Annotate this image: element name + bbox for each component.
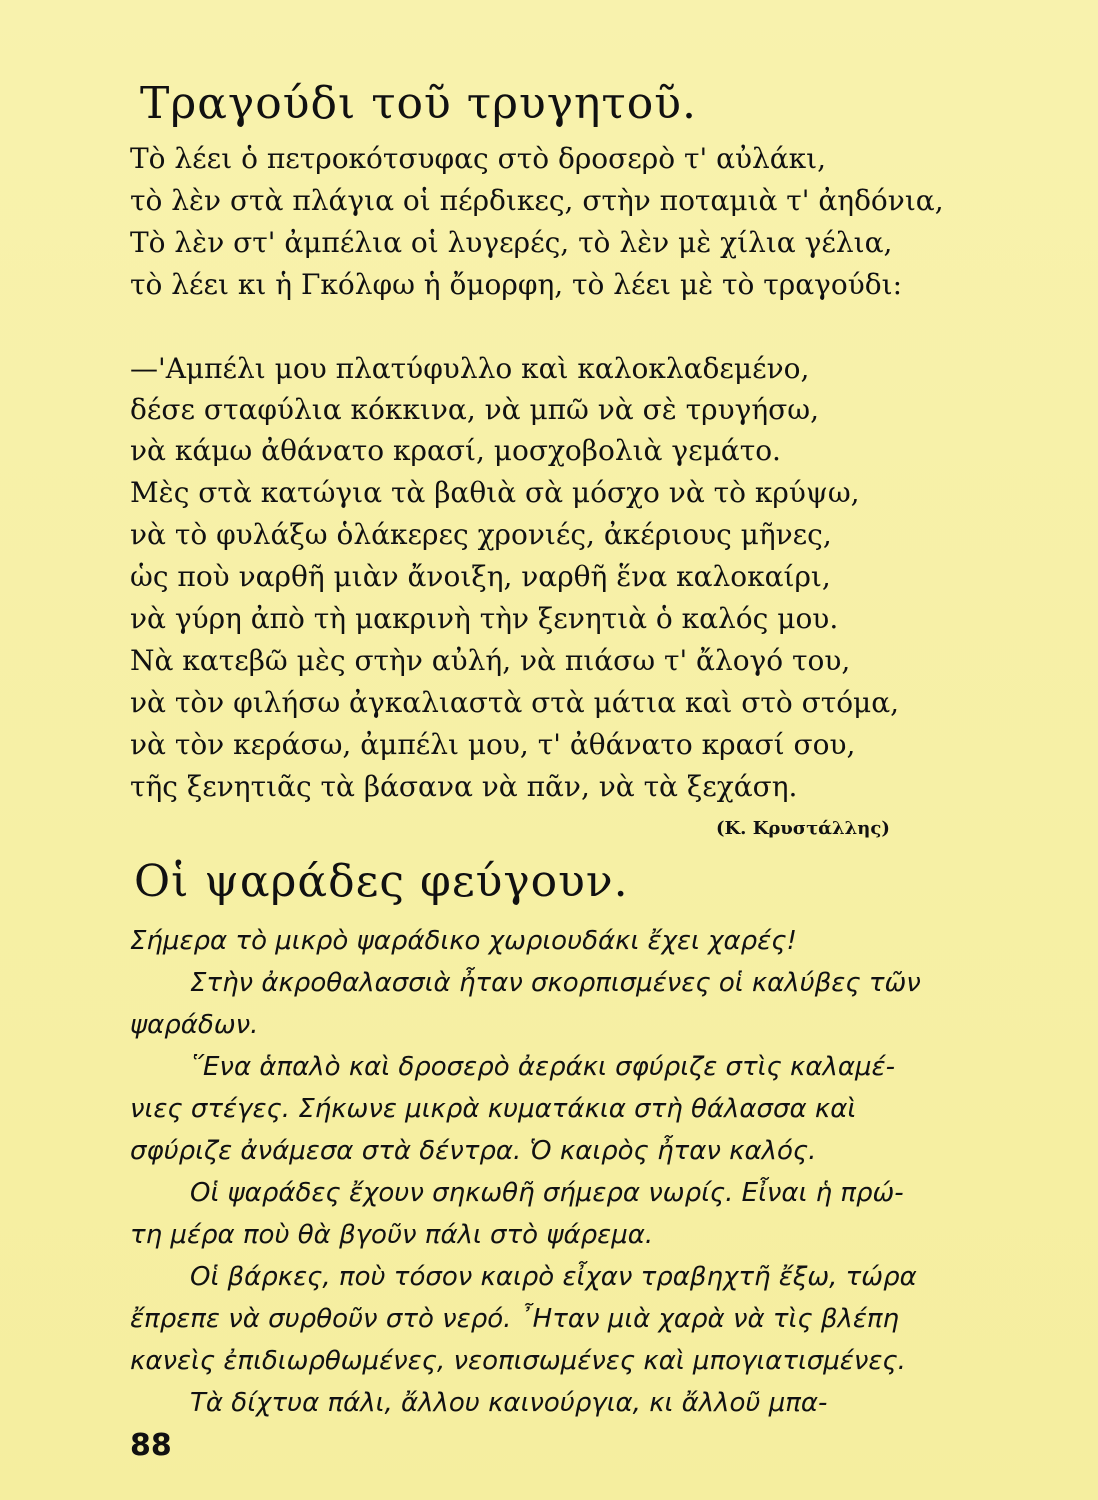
poem-line: νὰ τὸ φυλάξω ὁλάκερες χρονιές, ἀκέριους μῆνες, xyxy=(130,518,832,551)
poem-line: τὸ λὲν στὰ πλάγια οἱ πέρδικες, στὴν ποταμιὰ τ' ἀηδόνια, xyxy=(130,184,944,217)
prose-line: ῞Ενα ἁπαλὸ καὶ δροσερὸ ἀεράκι σφύριζε στὶς καλαμέ- xyxy=(190,1052,895,1082)
prose-line: τη μέρα ποὺ θὰ βγοῦν πάλι στὸ ψάρεμα. xyxy=(130,1220,654,1250)
poem-line: Μὲς στὰ κατώγια τὰ βαθιὰ σὰ μόσχο νὰ τὸ κρύψω, xyxy=(130,476,860,509)
poem-line: Τὸ λέει ὁ πετροκότσυφας στὸ δροσερὸ τ' αὐλάκι, xyxy=(130,142,827,175)
prose-line: Στὴν ἀκροθαλασσιὰ ἦταν σκορπισμένες οἱ καλύβες τῶν xyxy=(190,968,921,998)
poem-line: τὸ λέει κι ἡ Γκόλφω ἡ ὄμορφη, τὸ λέει μὲ τὸ τραγούδι: xyxy=(130,268,903,301)
prose-line: Σήμερα τὸ μικρὸ ψαράδικο χωριουδάκι ἔχει χαρές! xyxy=(130,926,797,956)
poem-line: Τὸ λὲν στ' ἀμπέλια οἱ λυγερές, τὸ λὲν μὲ χίλια γέλια, xyxy=(130,226,893,259)
poem-attribution: (Κ. Κρυστάλλης) xyxy=(716,818,890,839)
poem-line: ὡς ποὺ ναρθῆ μιὰν ἄνοιξη, ναρθῆ ἕνα καλοκαίρι, xyxy=(130,560,831,593)
prose-line: ψαράδων. xyxy=(130,1010,259,1040)
page-number: 88 xyxy=(130,1428,172,1463)
poem-line: Νὰ κατεβῶ μὲς στὴν αὐλή, νὰ πιάσω τ' ἄλογό του, xyxy=(130,644,851,677)
prose-line: νιες στέγες. Σήκωνε μικρὰ κυματάκια στὴ θάλασσα καὶ xyxy=(130,1094,857,1124)
poem-line: —'Αμπέλι μου πλατύφυλλο καὶ καλοκλαδεμένο, xyxy=(130,352,810,385)
section-title: Οἱ ψαράδες φεύγουν. xyxy=(134,856,629,907)
poem-line: νὰ τὸν κεράσω, ἀμπέλι μου, τ' ἀθάνατο κρασί σου, xyxy=(130,728,856,761)
prose-line: σφύριζε ἀνάμεσα στὰ δέντρα. Ὁ καιρὸς ἦταν καλός. xyxy=(130,1136,817,1166)
poem-line: νὰ τὸν φιλήσω ἀγκαλιαστὰ στὰ μάτια καὶ στὸ στόμα, xyxy=(130,686,900,719)
poem-line: δέσε σταφύλια κόκκινα, νὰ μπῶ νὰ σὲ τρυγήσω, xyxy=(130,393,819,426)
poem-line: νὰ κάμω ἀθάνατο κρασί, μοσχοβολιὰ γεμάτο. xyxy=(130,434,781,467)
poem-line: νὰ γύρη ἀπὸ τὴ μακρινὴ τὴν ξενητιὰ ὁ καλός μου. xyxy=(130,602,839,635)
prose-line: ἔπρεπε νὰ συρθοῦν στὸ νερό. ῏Ηταν μιὰ χαρὰ νὰ τὶς βλέπη xyxy=(130,1304,900,1334)
poem-line: τῆς ξενητιᾶς τὰ βάσανα νὰ πᾶν, νὰ τὰ ξεχάση. xyxy=(130,770,798,803)
prose-line: Οἱ ψαράδες ἔχουν σηκωθῆ σήμερα νωρίς. Εἶναι ἡ πρώ- xyxy=(190,1178,904,1208)
prose-line: Τὰ δίχτυα πάλι, ἄλλου καινούργια, κι ἄλλοῦ μπα- xyxy=(190,1388,828,1418)
poem-title: Τραγούδι τοῦ τρυγητοῦ. xyxy=(140,78,697,129)
prose-line: κανεὶς ἐπιδιωρθωμένες, νεοπισωμένες καὶ μπογιατισμένες. xyxy=(130,1346,906,1376)
prose-line: Οἱ βάρκες, ποὺ τόσον καιρὸ εἶχαν τραβηχτῆ ἔξω, τώρα xyxy=(190,1262,917,1292)
